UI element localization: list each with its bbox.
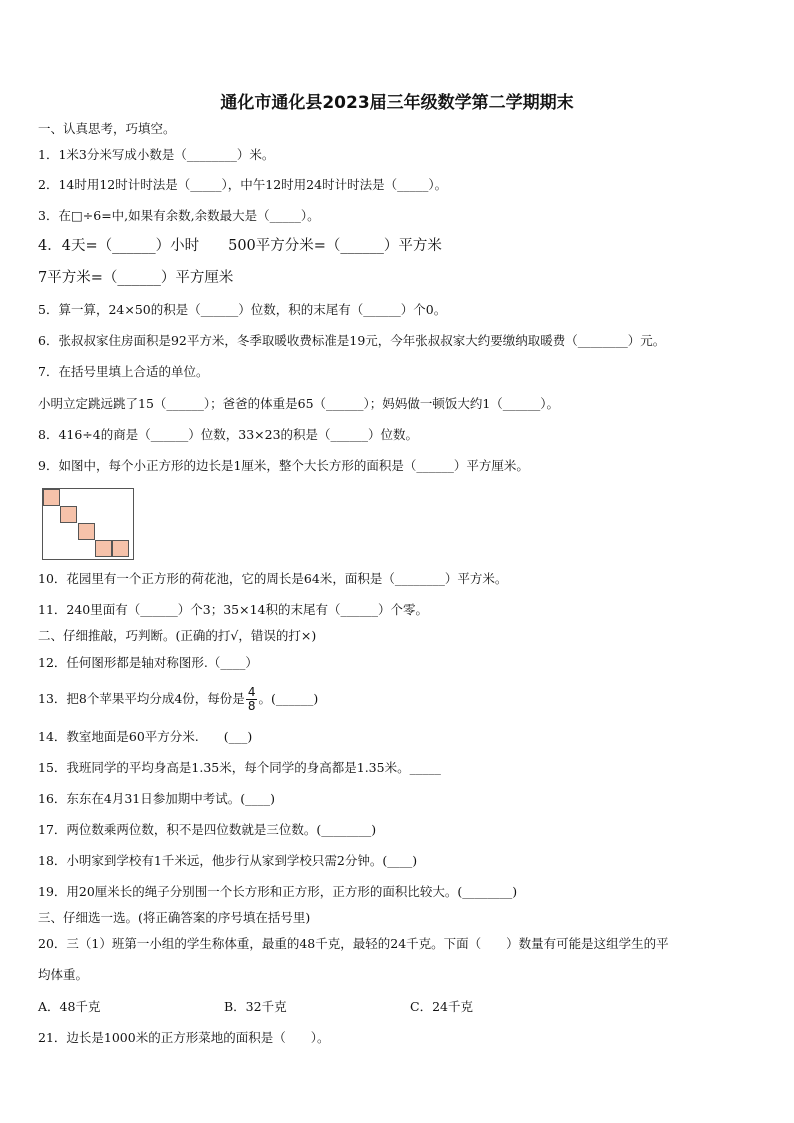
section-3-heading: 三、仔细选一选。(将正确答案的序号填在括号里) <box>38 910 311 925</box>
fraction-denominator: 8 <box>247 699 256 713</box>
question-7-detail: 小明立定跳远跳了15（______）；爸爸的体重是65（______）；妈妈做一顿饭大约1（______）。 <box>38 396 560 411</box>
question-3: 3．在□÷6=中,如果有余数,余数最大是（_____）。 <box>38 208 320 223</box>
grid-square <box>60 506 77 523</box>
question-19: 19．用20厘米长的绳子分别围一个长方形和正方形，正方形的面积比较大。(________) <box>38 884 518 899</box>
question-21: 21．边长是1000米的正方形菜地的面积是（ ）。 <box>38 1030 330 1045</box>
question-6: 6．张叔叔家住房面积是92平方米，冬季取暖收费标准是19元，今年张叔叔家大约要缴纳取暖费（________）元。 <box>38 333 666 348</box>
question-12: 12．任何图形都是轴对称图形.（____） <box>38 655 258 670</box>
question-9: 9．如图中，每个小正方形的边长是1厘米，整个大长方形的面积是（______）平方厘米。 <box>38 458 529 473</box>
question-13-text: 13．把8个苹果平均分成4份，每份是 <box>38 691 245 706</box>
grid-square <box>43 489 60 506</box>
question-11: 11．240里面有（______）个3；35×14积的末尾有（______）个零。 <box>38 602 429 617</box>
grid-square <box>78 523 95 540</box>
grid-square <box>112 540 129 557</box>
option-b: B．32千克 <box>224 999 287 1014</box>
grid-square <box>95 540 112 557</box>
option-c: C．24千克 <box>410 999 473 1014</box>
question-15: 15．我班同学的平均身高是1.35米，每个同学的身高都是1.35米。_____ <box>38 760 441 775</box>
fraction-numerator: 4 <box>247 685 256 699</box>
question-16: 16．东东在4月31日参加期中考试。(____) <box>38 791 276 806</box>
question-18: 18．小明家到学校有1千米远，他步行从家到学校只需2分钟。(____) <box>38 853 418 868</box>
question-20-line-1: 20．三（1）班第一小组的学生称体重，最重的48千克，最轻的24千克。下面（ ）数量有可能是这组学生的平 <box>38 936 669 951</box>
question-20-options <box>38 999 473 1015</box>
section-1-heading: 一、认真思考，巧填空。 <box>38 121 176 136</box>
grid-figure <box>42 488 134 560</box>
section-2-heading: 二、仔细推敲，巧判断。(正确的打√，错误的打×) <box>38 628 317 643</box>
question-7: 7．在括号里填上合适的单位。 <box>38 364 209 379</box>
question-4-line-2: 7平方米=（______）平方厘米 <box>38 270 234 286</box>
option-a: A．48千克 <box>38 999 101 1014</box>
question-1: 1．1米3分米写成小数是（________）米。 <box>38 147 275 162</box>
page-title: 通化市通化县2023届三年级数学第二学期期末 <box>220 93 574 113</box>
question-20-line-2: 均体重。 <box>38 967 89 982</box>
question-13 <box>38 684 318 714</box>
question-14: 14．教室地面是60平方分米. (___) <box>38 729 253 744</box>
question-2: 2．14时用12时计时法是（_____），中午12时用24时计时法是（_____）。 <box>38 177 448 192</box>
question-13-answer: 。(______) <box>258 691 319 706</box>
question-8: 8．416÷4的商是（______）位数，33×23的积是（______）位数。 <box>38 427 419 442</box>
question-4-line-1: 4．4天=（______）小时 500平方分米=（______）平方米 <box>38 238 442 254</box>
question-5: 5．算一算，24×50的积是（______）位数，积的末尾有（______）个0。 <box>38 302 447 317</box>
fraction <box>246 686 258 713</box>
question-17: 17．两位数乘两位数，积不是四位数就是三位数。(________) <box>38 822 377 837</box>
question-10: 10．花园里有一个正方形的荷花池，它的周长是64米，面积是（________）平方米。 <box>38 571 508 586</box>
